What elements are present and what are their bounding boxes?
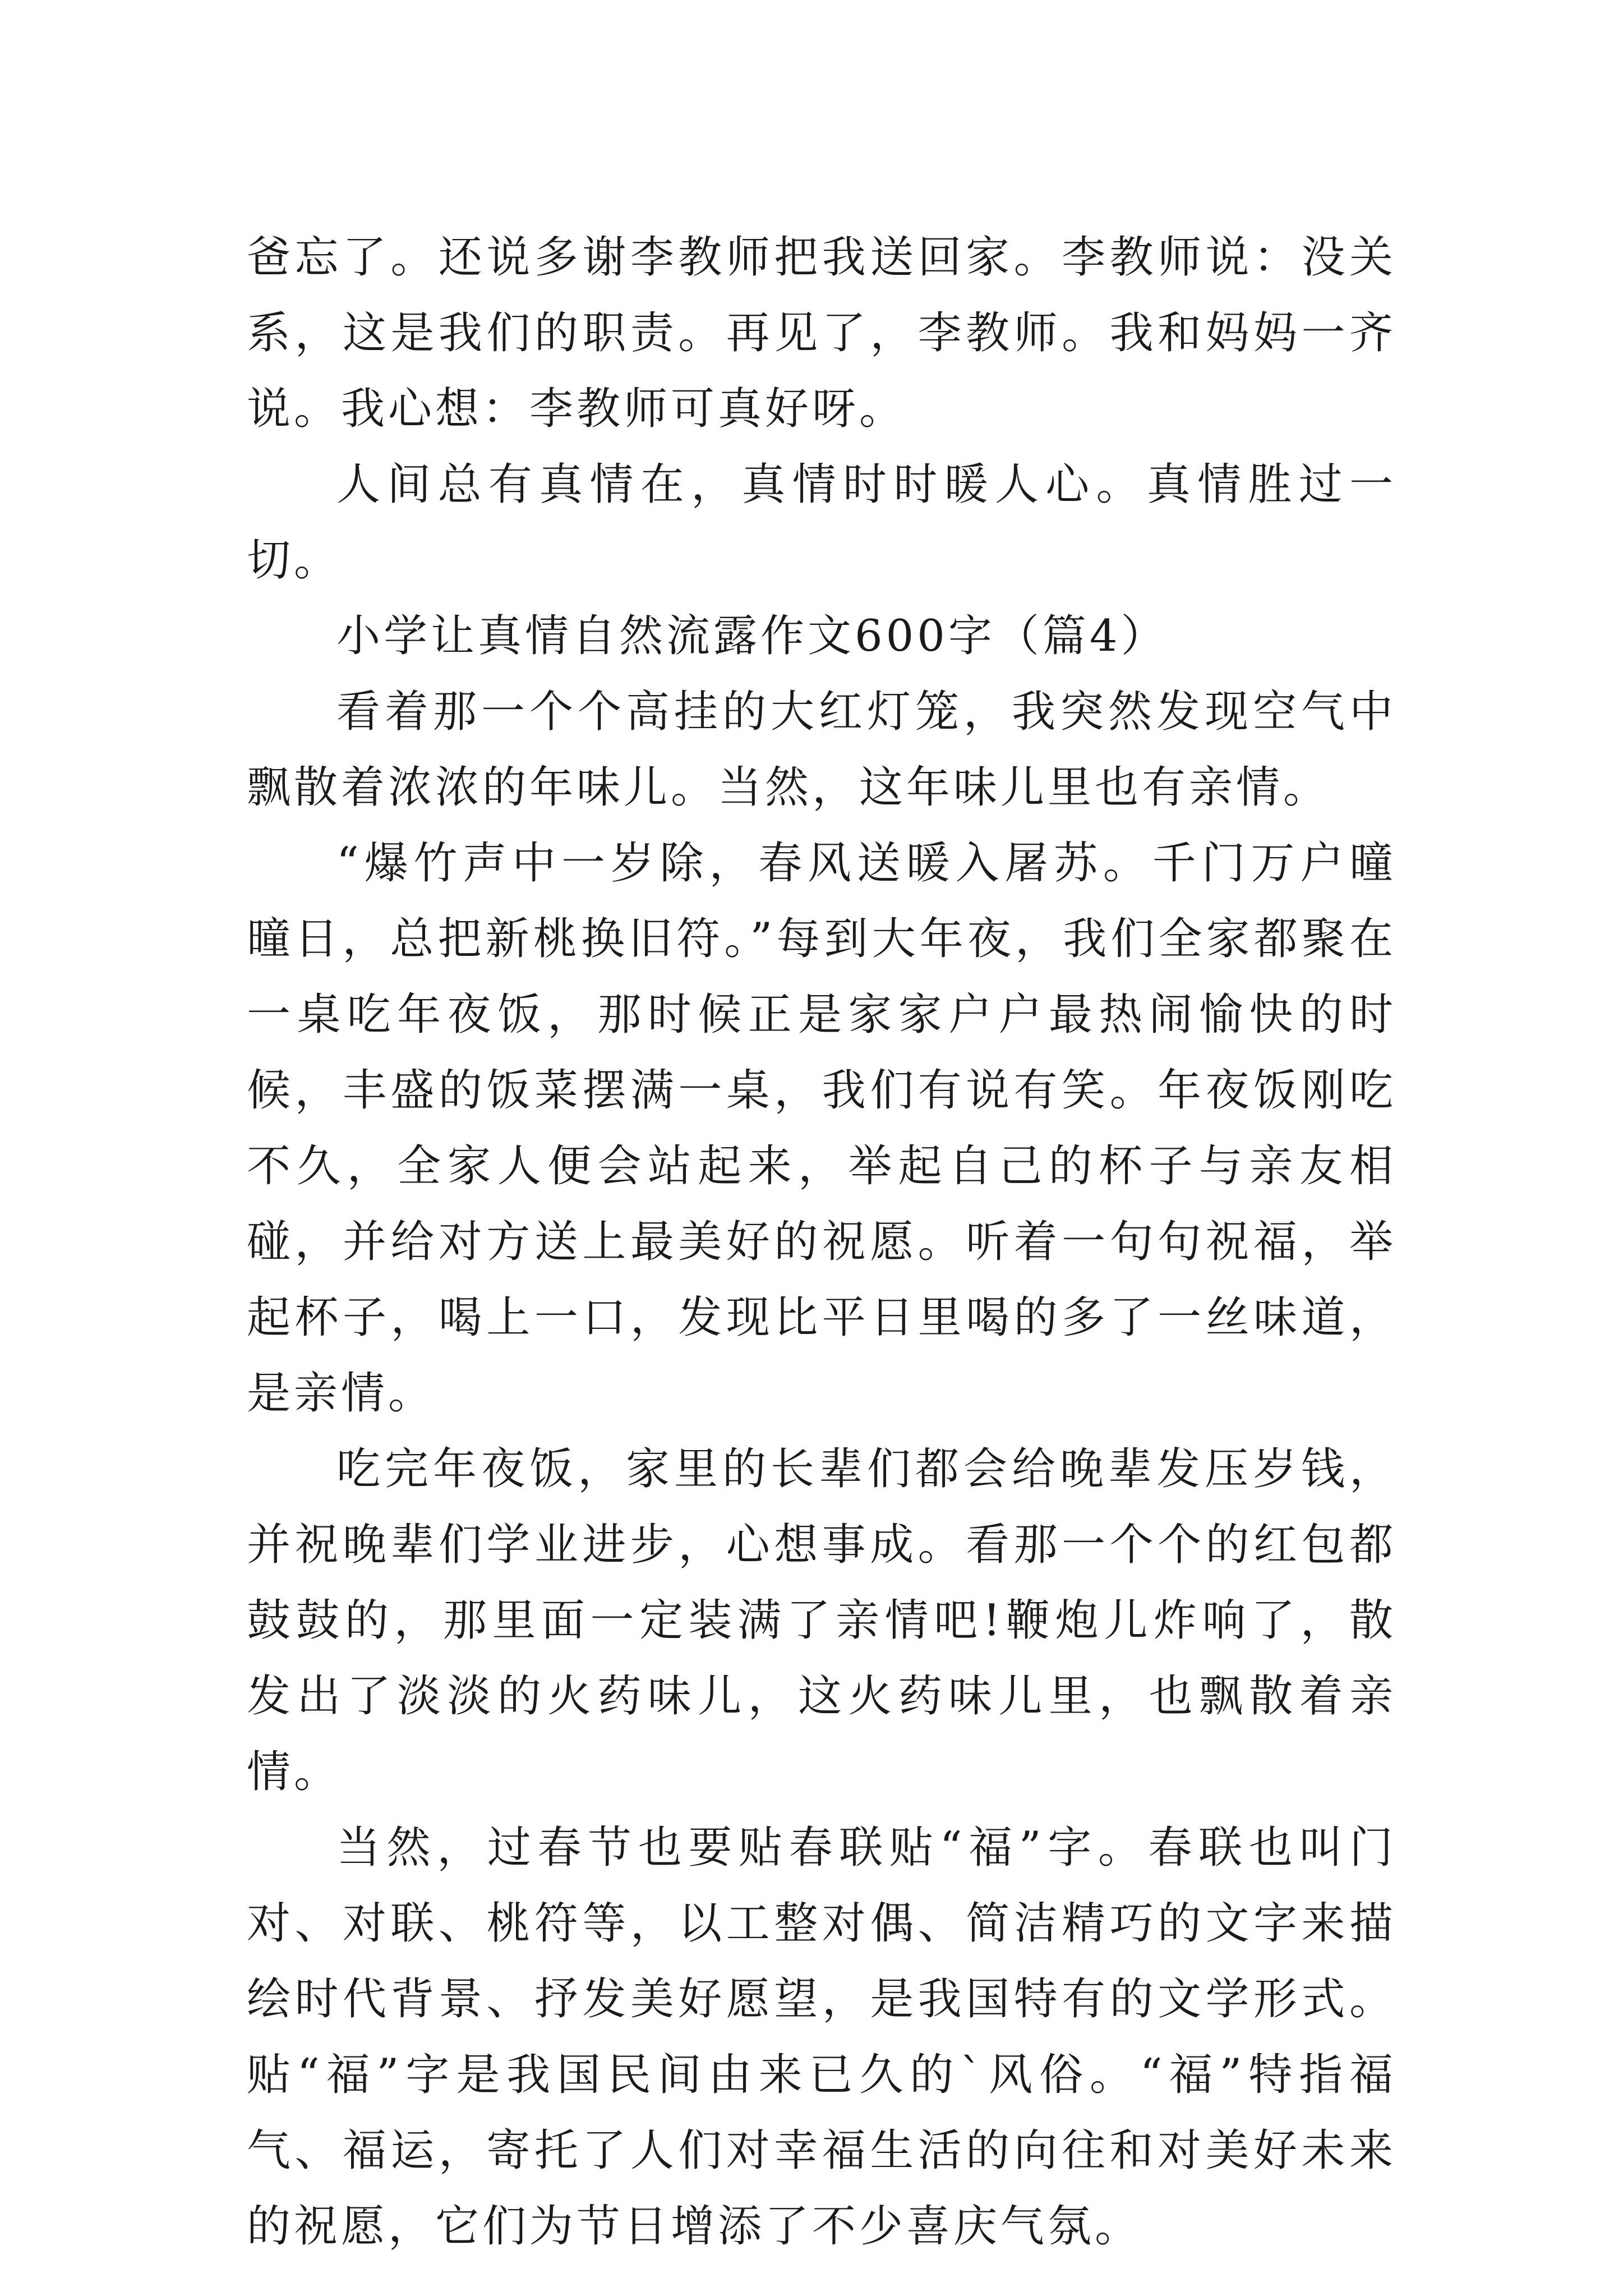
- paragraph-spring-couplets: 当然，过春节也要贴春联贴“福”字。春联也叫门对、对联、桃符等，以工整对偶、简洁精巧的文字来描绘时代背景、抒发美好愿望，是我国特有的文学形式。贴“福”字是我国民间由来已久的`风俗。“福”特指福气、福运，寄托了人们对幸福生活的向往和对美好未来的祝愿，它们为节日增添了不少喜庆气氛。: [247, 1823, 1396, 2252]
- paragraph-lanterns: 看着那一个个高挂的大红灯笼，我突然发现空气中飘散着浓浓的年味儿。当然，这年味儿里也有亲情。: [247, 687, 1396, 813]
- section-heading: 小学让真情自然流露作文600字（篇4）: [336, 611, 1168, 661]
- paragraph-summary: 人间总有真情在，真情时时暖人心。真情胜过一切。: [247, 459, 1396, 586]
- document-body: [247, 220, 1396, 2265]
- paragraph-red-envelopes: 吃完年夜饭，家里的长辈们都会给晚辈发压岁钱，并祝晚辈们学业进步，心想事成。看那一个个的红包都鼓鼓的，那里面一定装满了亲情吧!鞭炮儿炸响了，散发出了淡淡的火药味儿，这火药味儿里，也飘散着亲情。: [247, 1444, 1396, 1797]
- paragraph-new-year-dinner: “爆竹声中一岁除，春风送暖入屠苏。千门万户曈曈日，总把新桃换旧符。”每到大年夜，我们全家都聚在一桌吃年夜饭，那时候正是家家户户最热闹愉快的时候，丰盛的饭菜摆满一桌，我们有说有笑。年夜饭刚吃不久，全家人便会站起来，举起自己的杯子与亲友相碰，并给对方送上最美好的祝愿。听着一句句祝福，举起杯子，喝上一口，发现比平日里喝的多了一丝味道，是亲情。: [247, 838, 1396, 1419]
- paragraph-continuation: 爸忘了。还说多谢李教师把我送回家。李教师说：没关系，这是我们的职责。再见了，李教师。我和妈妈一齐说。我心想：李教师可真好呀。: [247, 232, 1396, 434]
